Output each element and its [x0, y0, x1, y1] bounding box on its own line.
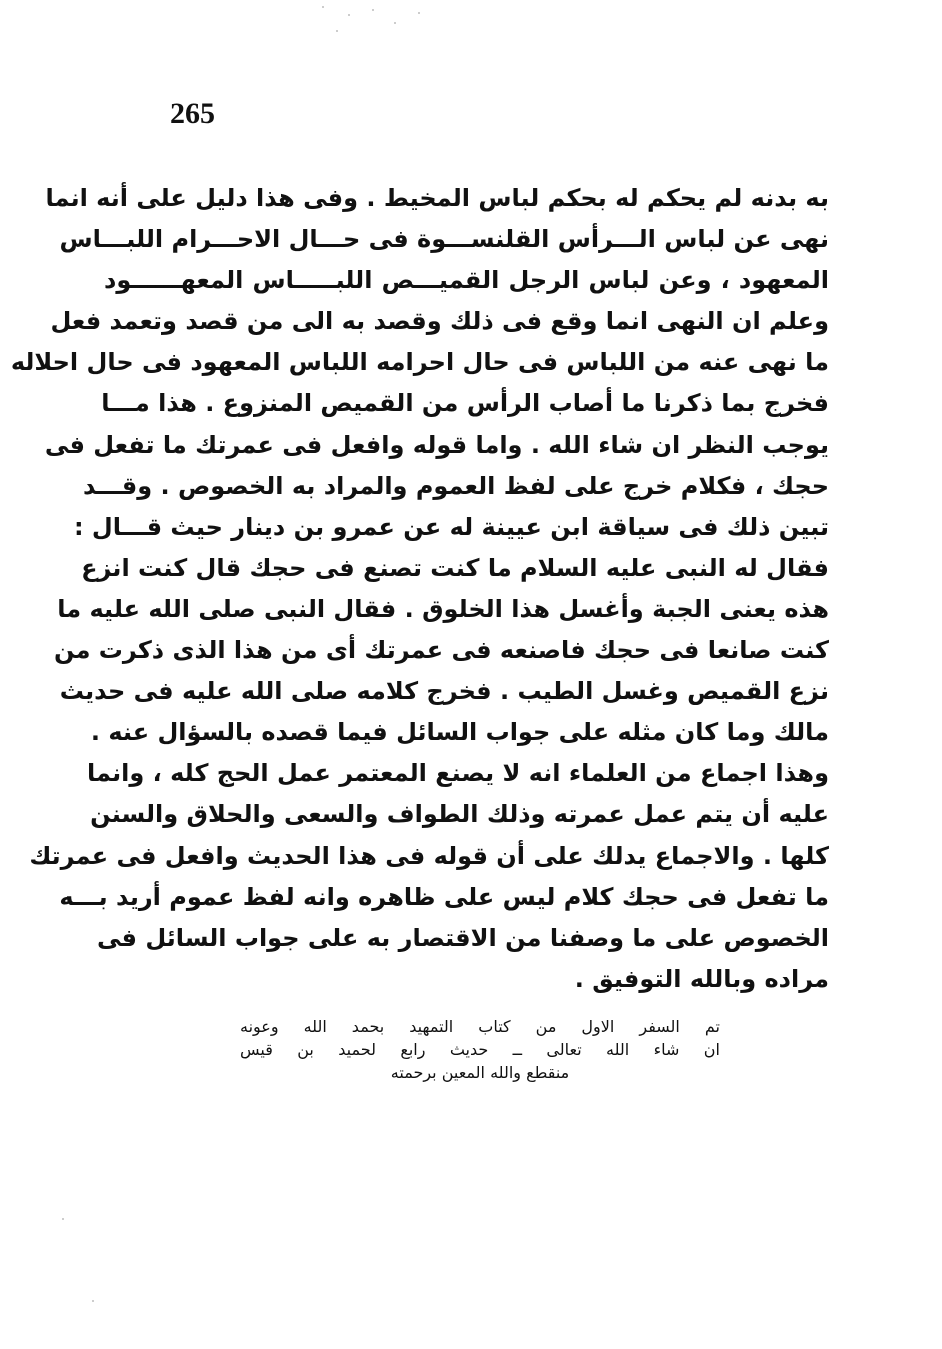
body-line: نزع القميص وغسل الطيب . فخرج كلامه صلى الله عليه فى حديث — [59, 677, 829, 706]
body-line: كنت صانعا فى حجك فاصنعه فى عمرتك أى من هذا الذى ذكرت من — [53, 636, 829, 665]
colophon-line: تم السفر الاول من كتاب التمهيد بحمد الله وعونه — [240, 1017, 720, 1036]
body-line: فخرج بما ذكرنا ما أصاب الرأس من القميص المنزوع . هذا مـــا — [101, 389, 829, 418]
body-line: يوجب النظر ان شاء الله . واما قوله وافعل فى عمرتك ما تفعل فى — [44, 430, 829, 459]
body-line: كلها . والاجماع يدلك على أن قوله فى هذا الحديث وافعل فى عمرتك — [29, 841, 829, 870]
body-line: فقال له النبى عليه السلام ما كنت تصنع فى حجك قال كنت انزع — [81, 553, 829, 582]
body-line: تبين ذلك فى سياقة ابن عيينة له عن عمرو بن دينار حيث قـــال : — [73, 512, 829, 541]
body-line: به بدنه لم يحكم له بحكم لباس المخيط . وفى هذا دليل على أنه انما — [45, 184, 829, 212]
body-text — [10, 178, 829, 1000]
body-line: وهذا اجماع من العلماء انه لا يصنع المعتمر عمل الحج كله ، وانما — [87, 759, 829, 788]
colophon-line: ان شاء الله تعالى ــ حديث رابع لحميد بن قيس — [240, 1040, 720, 1059]
scan-speckle — [62, 1218, 64, 1220]
scan-speckle — [394, 22, 396, 24]
body-line: عليه أن يتم عمل عمرته وذلك الطواف والسعى والحلاق والسنن — [90, 800, 829, 829]
scan-speckle — [348, 14, 350, 16]
scan-speckle — [92, 1300, 94, 1302]
body-line: مالك وما كان مثله على جواب السائل فيما قصده بالسؤال عنه . — [90, 718, 829, 747]
body-line: وعلم ان النهى انما وقع فى ذلك وقصد به الى من قصد وتعمد فعل — [50, 307, 829, 336]
colophon-line-last: منقطع والله المعين برحمته — [390, 1063, 570, 1082]
body-line: ما تفعل فى حجك كلام ليس على ظاهره وانه لفظ عموم أريد بـــه — [59, 882, 829, 911]
scan-speckle — [336, 30, 338, 32]
body-line: حجك ، فكلام خرج على لفظ العموم والمراد به الخصوص . وقـــد — [83, 471, 829, 500]
body-line: المعهود ، وعن لباس الرجل القميـــص اللبـــــاس المعهــــــود — [104, 266, 829, 295]
body-line: هذه يعنى الجبة وأغسل هذا الخلوق . فقال النبى صلى الله عليه ما — [57, 594, 829, 623]
scan-speckle — [372, 9, 374, 11]
body-line: ما نهى عنه من اللباس فى حال احرامه اللباس المعهود فى حال احلاله — [10, 348, 829, 377]
body-line: نهى عن لباس الـــرأس القلنســـوة فى حـــال الاحـــرام اللبـــاس — [59, 225, 829, 254]
body-line: الخصوص على ما وصفنا من الاقتصار به على جواب السائل فى — [97, 923, 829, 952]
scan-speckle — [322, 6, 324, 8]
scan-speckle — [418, 12, 420, 14]
body-line-last: مراده وبالله التوفيق . — [574, 964, 829, 993]
colophon — [240, 1015, 720, 1084]
page-number: 265 — [170, 97, 215, 130]
